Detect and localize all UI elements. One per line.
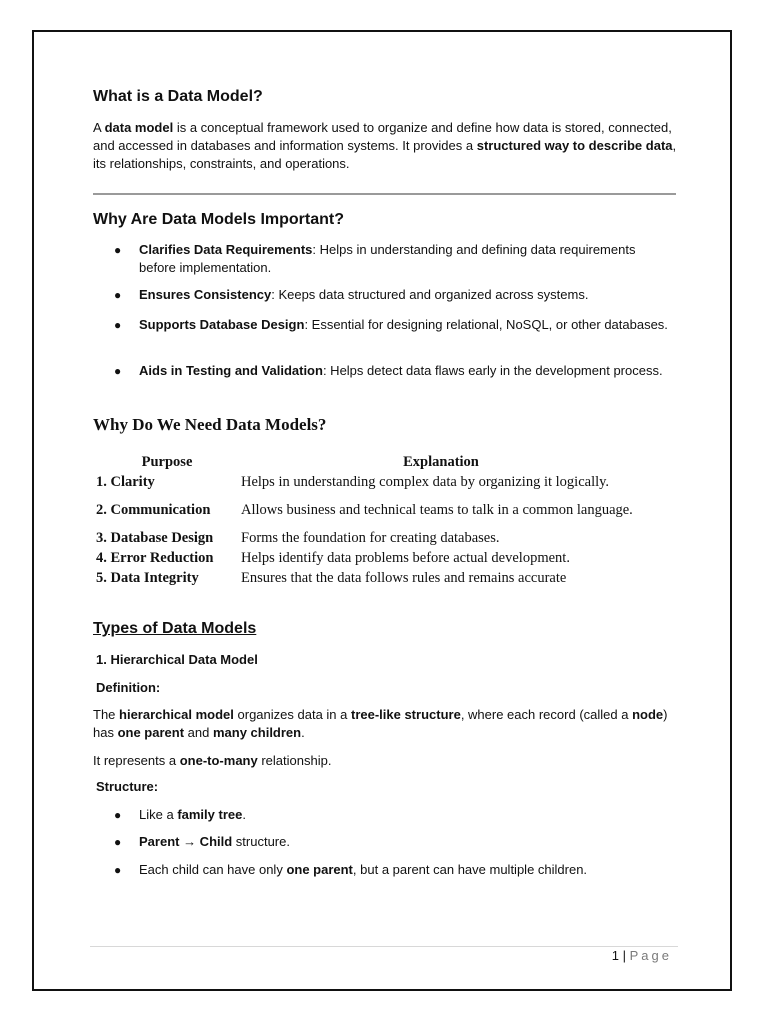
bullet-icon: ● xyxy=(114,808,122,822)
page-number: 1 xyxy=(611,948,619,963)
purpose-cell: 1. Clarity xyxy=(96,473,155,490)
purpose-cell: 5. Data Integrity xyxy=(96,569,199,586)
explanation-cell: Helps identify data problems before actual development. xyxy=(241,549,570,566)
definition-label: Definition: xyxy=(96,680,161,695)
explanation-cell: Forms the foundation for creating databases. xyxy=(241,529,500,546)
section-title-data-model: What is a Data Model? xyxy=(93,88,263,105)
page-label: Page xyxy=(629,948,672,963)
table-row xyxy=(93,528,641,548)
relationship-paragraph: It represents a one-to-many relationship. xyxy=(93,753,332,768)
bullet-icon: ● xyxy=(114,835,122,849)
bullet-icon: ● xyxy=(114,364,122,378)
bullet-icon: ● xyxy=(114,288,122,302)
explanation-cell: Ensures that the data follows rules and remains accurate xyxy=(241,569,567,586)
bullet-icon: ● xyxy=(114,863,122,877)
hierarchical-definition-paragraph: The hierarchical model organizes data in a tree-like structure, where each record (called a node) has one parent and many children. xyxy=(93,707,668,740)
section-title-why-need: Why Do We Need Data Models? xyxy=(93,415,327,434)
data-model-paragraph: A data model is a conceptual framework used to organize and define how data is stored, connected, and accessed in databases and information systems. It provides a structured way to describe data, its relationships, constraints, and operations. xyxy=(93,120,677,171)
explanation-cell: Helps in understanding complex data by organizing it logically. xyxy=(241,473,610,490)
purpose-cell: 4. Error Reduction xyxy=(96,549,214,566)
purpose-table xyxy=(93,452,641,588)
subsection-title-hierarchical: 1. Hierarchical Data Model xyxy=(96,652,258,667)
bullet-icon: ● xyxy=(114,318,122,332)
section-title-types: Types of Data Models xyxy=(93,620,257,637)
table-row xyxy=(93,568,641,588)
structure-label: Structure: xyxy=(96,779,159,794)
table-row xyxy=(93,472,641,492)
footer-divider xyxy=(90,946,678,947)
purpose-cell: 3. Database Design xyxy=(96,529,214,546)
section-title-importance: Why Are Data Models Important? xyxy=(93,211,344,228)
purpose-cell: 2. Communication xyxy=(96,501,211,518)
column-header-explanation: Explanation xyxy=(403,453,479,470)
table-header-row xyxy=(93,452,641,472)
column-header-purpose: Purpose xyxy=(141,453,193,470)
table-row xyxy=(93,492,641,528)
table-row xyxy=(93,548,641,568)
footer-separator: | xyxy=(622,948,626,963)
horizontal-divider xyxy=(93,193,676,195)
explanation-cell: Allows business and technical teams to talk in a common language. xyxy=(241,501,633,518)
bullet-icon: ● xyxy=(114,243,122,257)
page-footer xyxy=(612,948,672,963)
